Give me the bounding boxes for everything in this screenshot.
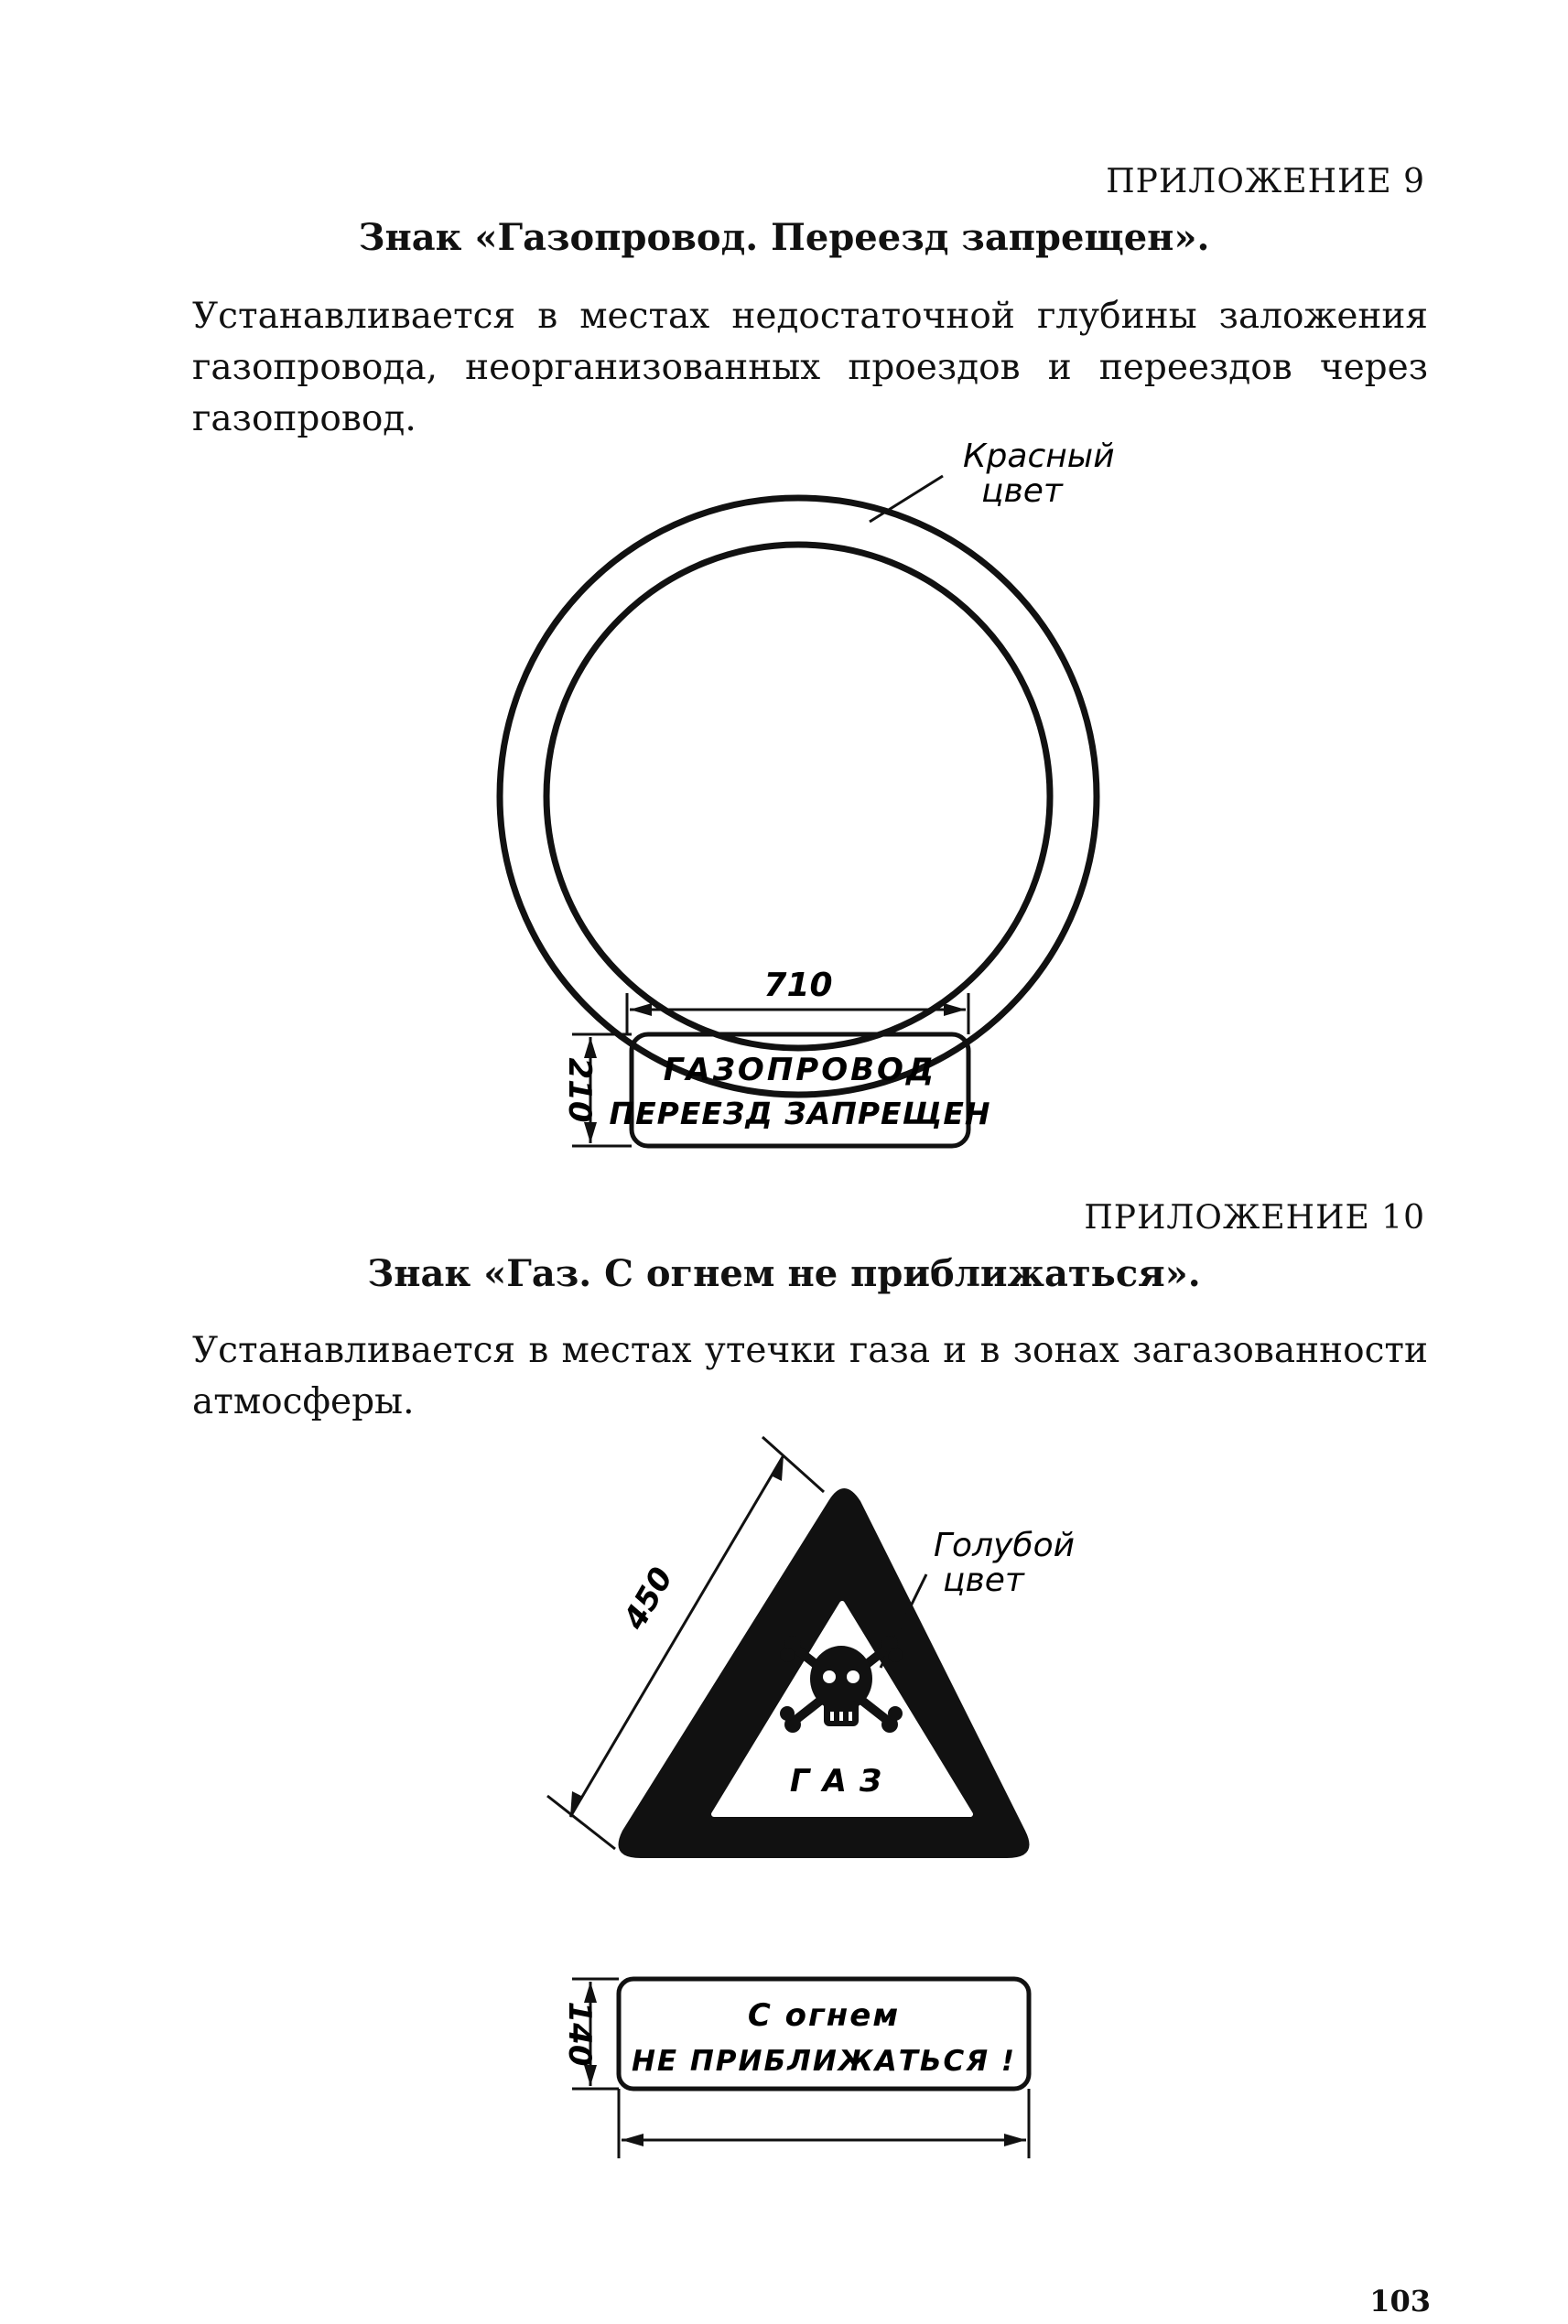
plate-10 <box>619 1979 1029 2089</box>
appendix-9-description: Устанавливаетcя в местах недостаточной глубины заложения газопровода, неорганизованных проездов и переездов через газопровод. <box>192 296 1428 439</box>
plate-10-width-dimension <box>619 2089 1029 2158</box>
plate-10-line2: НЕ ПРИБЛИЖАТЬСЯ ! <box>631 2045 1017 2078</box>
plate-10-line1: С огнем <box>747 1997 901 2034</box>
plate-9-line2: ПЕРЕЕЗД ЗАПРЕЩЕН <box>609 1096 991 1131</box>
triangle-sign <box>619 1488 1076 1858</box>
red-color-label-line2: цвет <box>981 472 1063 510</box>
triangle-side-value: 450 <box>616 1561 681 1637</box>
plate-10-height-dimension <box>561 1979 619 2089</box>
appendix-9-title: Знак «Газопровод. Переезд запрещен». <box>358 216 1210 259</box>
circle-outer-ring <box>500 498 1097 1095</box>
appendix-10-heading: ПРИЛОЖЕНИЕ 10 <box>1084 1199 1425 1237</box>
triangle-sign-text: ГАЗ <box>789 1763 895 1800</box>
blue-color-label-line1: Голубой <box>934 1527 1076 1564</box>
appendix-9-heading: ПРИЛОЖЕНИЕ 9 <box>1106 163 1425 200</box>
blue-color-label-line2: цвет <box>943 1562 1024 1599</box>
appendix-10-title: Знак «Газ. С огнем не приближаться». <box>367 1252 1201 1295</box>
plate-9 <box>610 1034 991 1146</box>
plate-9-width-dimension <box>627 967 968 1034</box>
page-number: 103 <box>1369 2284 1431 2319</box>
red-color-label-line1: Красный <box>963 438 1115 475</box>
plate-9-line1: ГАЗОПРОВОД <box>663 1052 937 1088</box>
appendix-10-description: Устанавливается в местах утечки газа и в зонах загазованности атмосферы. <box>192 1330 1428 1422</box>
plate-9-width-value: 710 <box>763 967 833 1004</box>
plate-9-height-value: 210 <box>561 1057 598 1123</box>
plate-10-height-value: 140 <box>561 2001 598 2067</box>
